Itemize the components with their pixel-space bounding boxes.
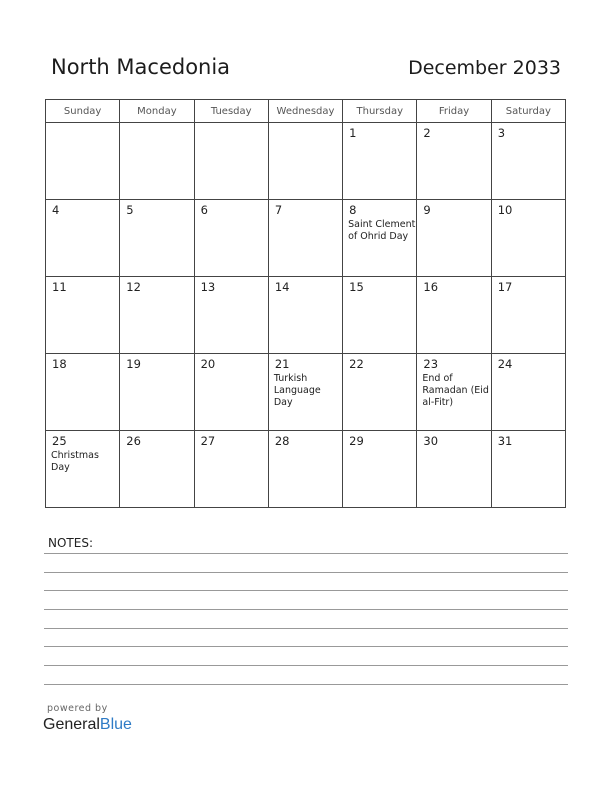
notes-line xyxy=(44,684,568,685)
day-number: 11 xyxy=(52,280,67,294)
holiday-label: Christmas Day xyxy=(51,450,99,473)
day-cell xyxy=(120,431,194,508)
weekday-wednesday: Wednesday xyxy=(268,100,342,123)
day-number: 28 xyxy=(274,434,290,448)
weekday-tuesday: Tuesday xyxy=(194,100,268,123)
month-title: December 2033 xyxy=(408,57,561,79)
day-number: 22 xyxy=(349,357,364,371)
day-number: 18 xyxy=(52,357,67,371)
day-cell xyxy=(417,200,491,277)
notes-line xyxy=(44,665,568,666)
day-number: 31 xyxy=(497,434,513,448)
calendar-grid xyxy=(45,99,566,508)
week-row xyxy=(46,200,566,277)
day-cell xyxy=(46,431,120,508)
notes-line xyxy=(44,590,568,591)
notes-line xyxy=(44,646,568,647)
day-cell xyxy=(120,354,194,431)
day-cell xyxy=(491,277,565,354)
day-number: 27 xyxy=(200,434,216,448)
day-number: 13 xyxy=(200,280,216,294)
day-number: 10 xyxy=(497,203,513,217)
generalblue-logo xyxy=(43,716,132,734)
notes-line xyxy=(44,609,568,610)
day-number: 24 xyxy=(497,357,513,371)
day-number: 2 xyxy=(423,126,431,140)
day-cell xyxy=(194,123,268,200)
day-cell xyxy=(268,277,342,354)
day-number: 4 xyxy=(52,203,60,217)
week-row xyxy=(46,277,566,354)
logo-blue: Blue xyxy=(99,716,132,733)
day-number: 12 xyxy=(126,280,141,294)
day-number: 3 xyxy=(497,126,506,140)
day-cell xyxy=(491,354,565,431)
day-cell xyxy=(417,277,491,354)
day-number: 9 xyxy=(423,203,431,217)
weekday-monday: Monday xyxy=(120,100,194,123)
day-cell xyxy=(46,277,120,354)
day-number: 7 xyxy=(274,203,283,217)
powered-by-text: powered by xyxy=(47,703,108,714)
day-cell xyxy=(46,354,120,431)
day-cell xyxy=(120,277,194,354)
day-number: 17 xyxy=(497,280,513,294)
day-cell xyxy=(194,200,268,277)
notes-line xyxy=(44,628,568,629)
day-number: 29 xyxy=(349,434,364,448)
holiday-label: Turkish Language Day xyxy=(273,373,321,408)
holiday-label: End of Ramadan (Eid al-Fitr) xyxy=(422,373,489,408)
day-cell xyxy=(268,200,342,277)
day-number: 19 xyxy=(126,357,141,371)
day-number: 25 xyxy=(52,434,67,448)
day-cell xyxy=(491,431,565,508)
notes-label: NOTES: xyxy=(48,536,93,550)
notes-line xyxy=(44,572,568,573)
day-number: 26 xyxy=(126,434,141,448)
day-cell xyxy=(417,354,491,431)
day-number: 14 xyxy=(274,280,290,294)
day-number: 8 xyxy=(349,203,357,217)
weekday-saturday: Saturday xyxy=(491,100,565,123)
day-cell xyxy=(268,123,342,200)
day-number: 30 xyxy=(423,434,439,448)
day-cell xyxy=(343,277,417,354)
week-row xyxy=(46,431,566,508)
day-cell xyxy=(194,277,268,354)
day-number: 6 xyxy=(200,203,208,217)
day-cell xyxy=(120,123,194,200)
day-number: 1 xyxy=(349,126,357,140)
day-number: 21 xyxy=(274,357,290,371)
notes-line xyxy=(44,553,568,554)
day-number: 23 xyxy=(423,357,439,371)
day-cell xyxy=(343,354,417,431)
day-number: 20 xyxy=(200,357,216,371)
day-cell xyxy=(120,200,194,277)
logo-general: General xyxy=(43,716,100,733)
weekday-header-row xyxy=(46,100,566,123)
day-cell xyxy=(417,123,491,200)
day-cell xyxy=(417,431,491,508)
holiday-label: Saint Clement of Ohrid Day xyxy=(348,219,416,242)
day-number: 5 xyxy=(126,203,134,217)
weekday-thursday: Thursday xyxy=(343,100,417,123)
day-cell xyxy=(194,431,268,508)
week-row xyxy=(46,123,566,200)
country-title: North Macedonia xyxy=(51,55,231,79)
day-cell xyxy=(268,431,342,508)
day-cell xyxy=(194,354,268,431)
day-cell xyxy=(268,354,342,431)
day-number: 16 xyxy=(423,280,439,294)
day-cell xyxy=(343,200,417,277)
day-cell xyxy=(46,200,120,277)
day-cell xyxy=(491,123,565,200)
weekday-sunday: Sunday xyxy=(46,100,120,123)
week-row xyxy=(46,354,566,431)
day-cell xyxy=(343,123,417,200)
day-cell xyxy=(491,200,565,277)
day-cell xyxy=(46,123,120,200)
day-cell xyxy=(343,431,417,508)
day-number: 15 xyxy=(349,280,364,294)
weekday-friday: Friday xyxy=(417,100,491,123)
